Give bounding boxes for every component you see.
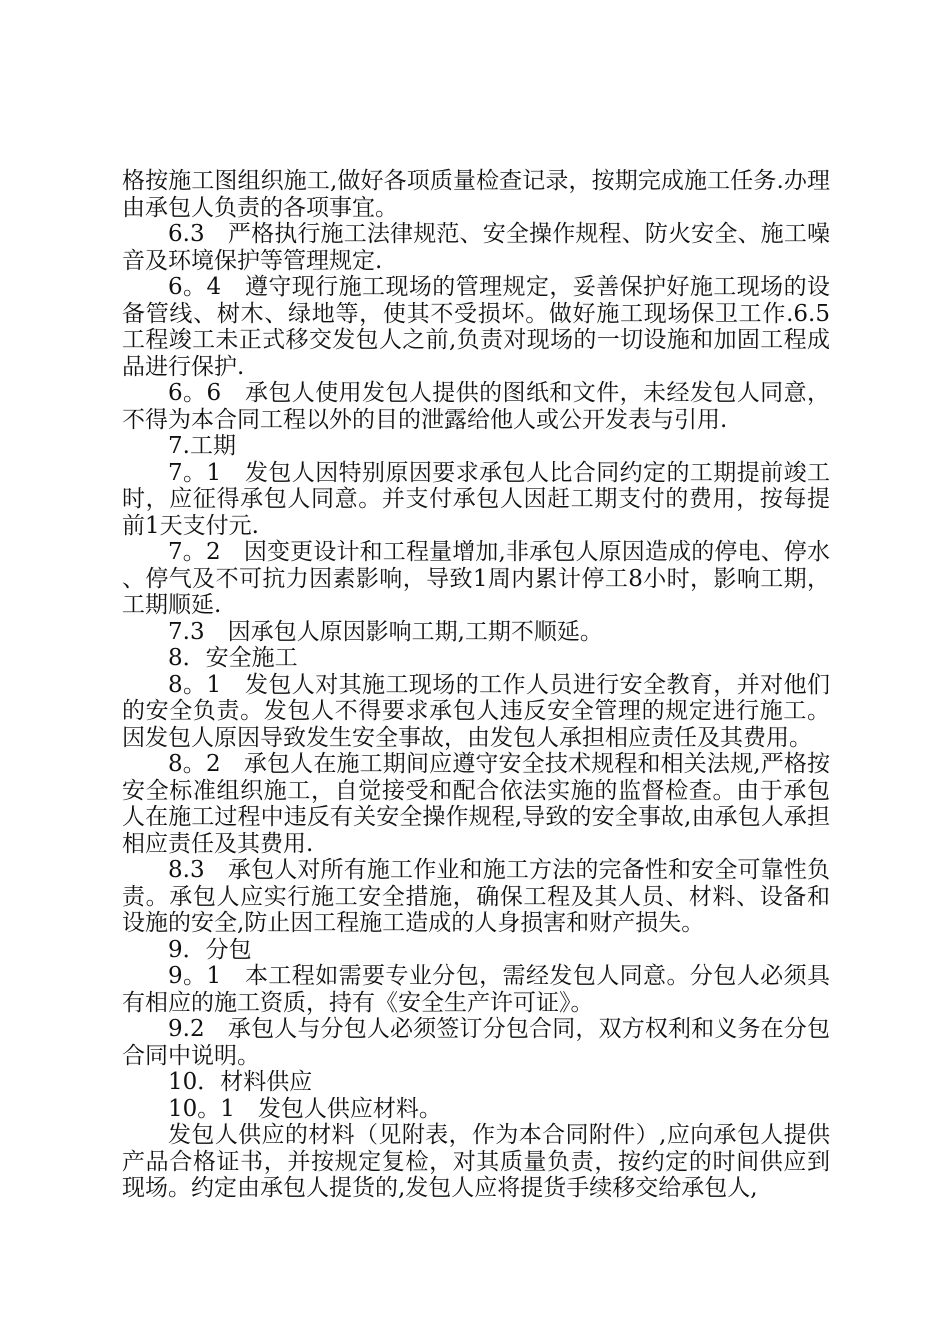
paragraph-6-6: 6。6 承包人使用发包人提供的图纸和文件，未经发包人同意，不得为本合同工程以外的目的泄露给他人或公开发表与引用. <box>122 380 830 433</box>
document-body <box>122 168 853 1202</box>
section-heading-10: 10．材料供应 <box>168 1069 313 1095</box>
paragraph-8-2: 8。2 承包人在施工期间应遵守安全技术规程和相关法规,严格按安全标准组织施工，自觉接受和配合依法实施的监督检查。由于承包人在施工过程中违反有关安全操作规程,导致的安全事故,由承包人承担相应责任及其费用. <box>122 751 830 857</box>
paragraph-9-1: 9。1 本工程如需要专业分包，需经发包人同意。分包人必须具有相应的施工资质，持有《安全生产许可证》。 <box>122 963 830 1016</box>
paragraph-material-supply: 发包人供应的材料（见附表，作为本合同附件）,应向承包人提供产品合格证书，并按规定复检，对其质量负责，按约定的时间供应到现场。约定由承包人提货的,发包人应将提货手续移交给承包人, <box>122 1122 830 1201</box>
paragraph-7-2: 7。2 因变更设计和工程量增加,非承包人原因造成的停电、停水、停气及不可抗力因素影响，导致1周内累计停工8小时，影响工期，工期顺延. <box>122 539 830 618</box>
section-heading-9: 9．分包 <box>168 936 252 963</box>
paragraph-8-1: 8。1 发包人对其施工现场的工作人员进行安全教育，并对他们的安全负责。发包人不得要求承包人违反安全管理的规定进行施工。因发包人原因导致发生安全事故，由发包人承担相应责任及其费用。 <box>122 671 830 751</box>
paragraph-9-2: 9.2 承包人与分包人必须签订分包合同，双方权利和义务在分包合同中说明。 <box>122 1016 830 1069</box>
paragraph-7-3: 7.3 因承包人原因影响工期,工期不顺延。 <box>168 618 603 645</box>
paragraph-8-3: 8.3 承包人对所有施工作业和施工方法的完备性和安全可靠性负责。承包人应实行施工安全措施，确保工程及其人员、材料、设备和设施的安全,防止因工程施工造成的人身损害和财产损失。 <box>122 857 830 936</box>
paragraph-7-1: 7。1 发包人因特别原因要求承包人比合同约定的工期提前竣工时，应征得承包人同意。并支付承包人因赶工期支付的费用，按每提前1天支付元. <box>122 459 830 539</box>
paragraph-6-4: 6。4 遵守现行施工现场的管理规定，妥善保护好施工现场的设备管线、树木、绿地等，使其不受损坏。做好施工现场保卫工作.6.5 工程竣工未正式移交发包人之前,负责对现场的一切设施和加固工程成品进行保护. <box>122 274 853 380</box>
paragraph-10-1: 10。1 发包人供应材料。 <box>168 1095 442 1122</box>
paragraph-continuation: 格按施工图组织施工,做好各项质量检查记录，按期完成施工任务.办理由承包人负责的各项事宜。 <box>122 168 830 221</box>
paragraph-6-3: 6.3 严格执行施工法律规范、安全操作规程、防火安全、施工噪音及环境保护等管理规定. <box>122 221 830 274</box>
section-heading-7: 7.工期 <box>168 433 236 459</box>
section-heading-8: 8．安全施工 <box>168 645 298 671</box>
